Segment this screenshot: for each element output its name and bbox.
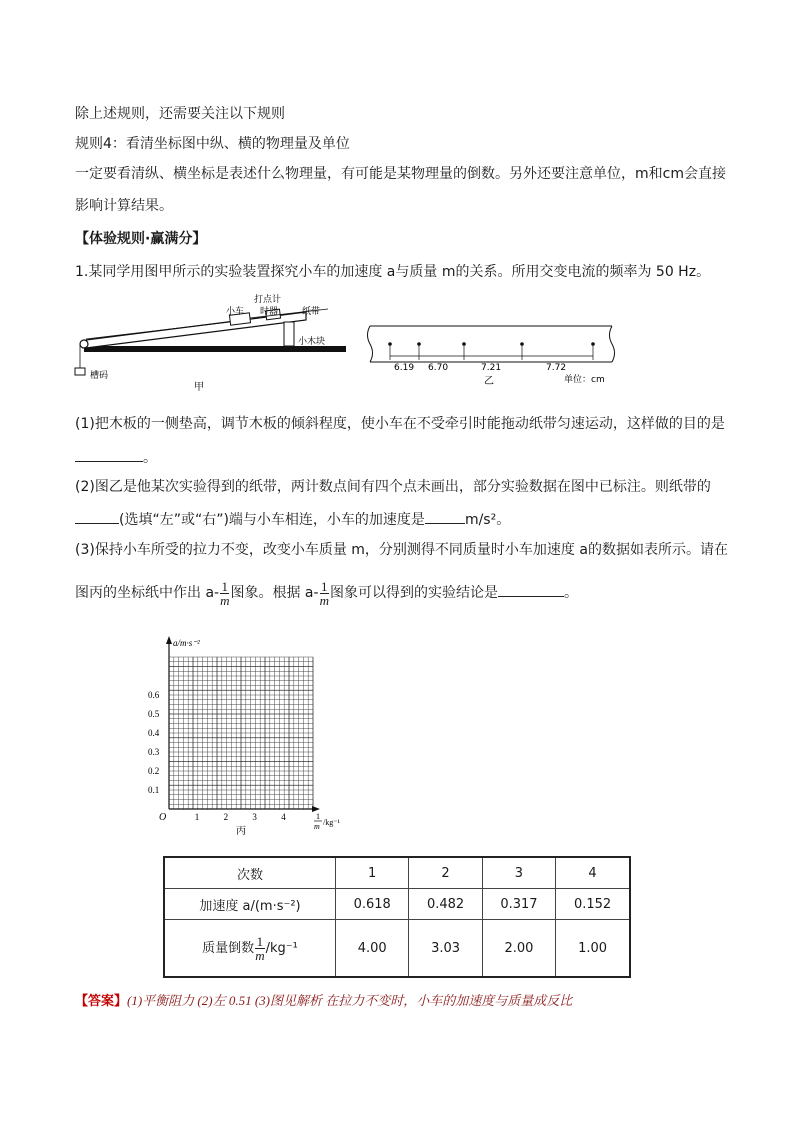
origin-label: O bbox=[159, 812, 167, 823]
weight-icon bbox=[75, 368, 85, 375]
segment-4: 7.72 bbox=[546, 363, 567, 373]
table-cell: 4.00 bbox=[336, 920, 409, 978]
table-header-cell: 3 bbox=[482, 857, 555, 889]
caption-jia: 甲 bbox=[194, 382, 204, 392]
y-tick-label: 0.6 bbox=[148, 690, 160, 700]
fraction-1-over-m: $\frac{1}{m}$ bbox=[255, 933, 265, 963]
answer-line bbox=[75, 992, 572, 1010]
y-tick-label: 0.5 bbox=[148, 709, 160, 719]
table-cell: 2.00 bbox=[482, 920, 555, 978]
fraction-1-over-m: $\frac{1}{m}$ bbox=[220, 578, 230, 608]
table-row bbox=[164, 920, 630, 978]
table-header-cell: 2 bbox=[409, 857, 482, 889]
table-row bbox=[164, 889, 630, 920]
y-tick-label: 0.2 bbox=[148, 766, 160, 776]
answer-blank-1[interactable] bbox=[75, 446, 143, 462]
caption-bing: 丙 bbox=[236, 826, 246, 837]
x-axis-frac-num: 1 bbox=[316, 812, 320, 821]
x-axis-frac-den: m bbox=[314, 822, 320, 831]
x-tick-label: 1 bbox=[194, 812, 200, 822]
figure-apparatus bbox=[66, 292, 346, 392]
part1-line1: (1)把木板的一侧垫高，调节木板的倾斜程度，使小车在不受牵引时能拖动纸带匀速运动，这样做的目的是 bbox=[75, 416, 725, 432]
segment-2: 6.70 bbox=[428, 363, 449, 373]
label-car: 小车 bbox=[226, 307, 245, 317]
table-row-label: 质量倒数 $\frac{1}{m}$ /kg⁻¹ bbox=[164, 920, 336, 978]
segment-1: 6.19 bbox=[394, 363, 415, 373]
label-weight: 槽码 bbox=[90, 371, 109, 381]
table-header-cell: 次数 bbox=[164, 857, 336, 889]
support-block bbox=[284, 322, 294, 346]
table-header-cell: 4 bbox=[556, 857, 630, 889]
data-table bbox=[163, 856, 631, 978]
table-row-label: 加速度 a/(m·s⁻²) bbox=[164, 889, 336, 920]
fraction-1-over-m: $\frac{1}{m}$ bbox=[319, 578, 329, 608]
figure-paper-tape bbox=[360, 318, 622, 388]
answer-blank-3[interactable] bbox=[425, 508, 465, 524]
rule4-line2: 影响计算结果。 bbox=[75, 198, 173, 214]
table-row bbox=[164, 857, 630, 889]
answer-tag: 【答案】 bbox=[75, 993, 128, 1008]
part2-line2: (选填“左”或“右”)端与小车相连，小车的加速度是 m/s²。 bbox=[75, 508, 510, 530]
table-cell: 0.482 bbox=[409, 889, 482, 920]
label-tape: 纸带 bbox=[302, 307, 321, 317]
part3-line1: (3)保持小车所受的拉力不变，改变小车质量 m，分别测得不同质量时小车加速度 a的数据如表所示。请在 bbox=[75, 542, 728, 558]
x-tick-label: 3 bbox=[252, 812, 257, 822]
table-cell: 3.03 bbox=[409, 920, 482, 978]
answer-blank-4[interactable] bbox=[498, 581, 564, 597]
part3-line2: 图丙的坐标纸中作出 a- $\frac{1}{m}$ 图象。根据 a- $\frac{1}{m}$ 图象可以得到的实验结论是 。 bbox=[75, 578, 578, 608]
y-tick-label: 0.3 bbox=[148, 747, 160, 757]
answer-blank-2[interactable] bbox=[75, 508, 119, 524]
label-timer-1: 打点计 bbox=[254, 295, 282, 305]
x-tick-label: 4 bbox=[281, 812, 286, 822]
pulley-icon bbox=[80, 340, 88, 348]
x-tick-label: 2 bbox=[223, 812, 229, 822]
grid-lines bbox=[169, 657, 313, 809]
table-cell: 0.618 bbox=[336, 889, 409, 920]
label-timer-2: 时器 bbox=[260, 307, 279, 317]
y-tick-label: 0.4 bbox=[148, 728, 160, 738]
segment-3: 7.21 bbox=[481, 363, 502, 373]
tape-unit: 单位：cm bbox=[564, 375, 605, 385]
x-axis-unit: /kg⁻¹ bbox=[323, 818, 340, 827]
label-block: 小木块 bbox=[298, 337, 326, 347]
y-tick-label: 0.1 bbox=[148, 785, 160, 795]
question-1: 1.某同学用图甲所示的实验装置探究小车的加速度 a与质量 m的关系。所用交变电流的频率为 50 Hz。 bbox=[75, 264, 711, 280]
y-axis-label: a/m·s⁻² bbox=[173, 638, 200, 648]
table-cell: 0.152 bbox=[556, 889, 630, 920]
table-cell: 0.317 bbox=[482, 889, 555, 920]
caption-yi: 乙 bbox=[484, 376, 494, 387]
part2-line1: (2)图乙是他某次实验得到的纸带，两计数点间有四个点未画出，部分实验数据在图中已标注。则纸带的 bbox=[75, 479, 711, 495]
rule4-title: 规则4：看清坐标图中纵、横的物理量及单位 bbox=[75, 136, 350, 152]
part1-line2: 。 bbox=[75, 446, 157, 468]
table-header-cell: 1 bbox=[336, 857, 409, 889]
table-cell: 1.00 bbox=[556, 920, 630, 978]
y-axis-arrow bbox=[166, 636, 172, 644]
figure-graph-paper bbox=[140, 636, 362, 840]
intro-text: 除上述规则，还需要关注以下规则 bbox=[75, 106, 285, 122]
rule4-line1: 一定要看清纵、横坐标是表述什么物理量，有可能是某物理量的倒数。另外还要注意单位，m和cm会直接 bbox=[75, 166, 726, 182]
section-title: 【体验规则·赢满分】 bbox=[75, 231, 207, 247]
answer-text: (1)平衡阻力 (2)左 0.51 (3)图见解析 在拉力不变时，小车的加速度与质量成反比 bbox=[127, 993, 573, 1008]
